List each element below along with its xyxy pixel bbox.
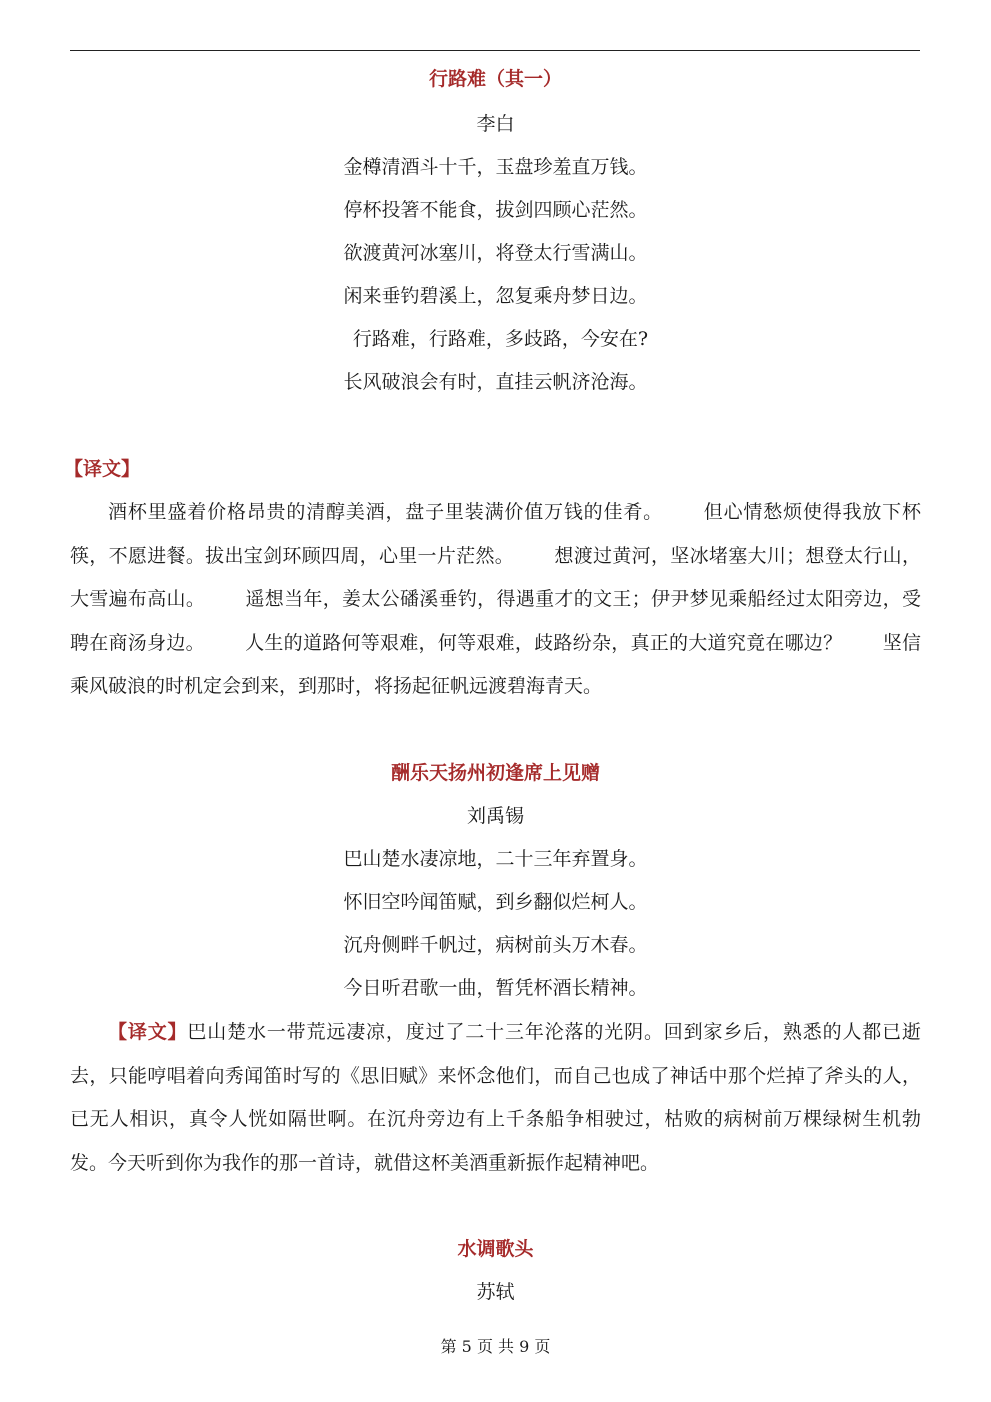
translation-segment: 酒杯里盛着价格昂贵的清醇美酒，盘子里装满价值万钱的佳肴。 — [108, 501, 663, 523]
poem1-line: 长风破浪会有时，直挂云帆济沧海。 — [343, 371, 648, 393]
poem1-line: 欲渡黄河冰塞川，将登太行雪满山。 — [343, 242, 648, 264]
poem2-translation — [70, 1011, 921, 1185]
poem2-line: 怀旧空吟闻笛赋，到乡翻似烂柯人。 — [343, 891, 648, 913]
translation-segment: 人生的道路何等艰难，何等艰难，歧路纷杂，真正的大道究竟在哪边？ — [244, 631, 843, 654]
poem2-translation-label: 【译文】 — [108, 1021, 188, 1043]
poem1-title: 行路难（其一） — [428, 68, 562, 90]
poem2-line: 沉舟侧畔千帆过，病树前头万木春。 — [343, 934, 648, 956]
poem1-line: 行路难，行路难，多歧路，今安在? — [352, 328, 649, 350]
poem1-line: 金樽清酒斗十千，玉盘珍羞直万钱。 — [343, 156, 648, 178]
translation-segment: 遥想当年，姜太公磻溪垂钓，得遇重才的文王；伊尹梦见乘船经过太阳旁边，受聘在商汤身边。 — [70, 588, 921, 654]
poem1-line: 停杯投箸不能食，拔剑四顾心茫然。 — [343, 199, 648, 221]
poem2-translation-text: 巴山楚水一带荒远凄凉，度过了二十三年沦落的光阴。回到家乡后，熟悉的人都已逝去，只能哼唱着向秀闻笛时写的《思旧赋》来怀念他们，而自己也成了神话中那个烂掉了斧头的人，已无人相识，真令人恍如隔世啊。在沉舟旁边有上千条船争相驶过，枯败的病树前万棵绿树生机勃发。今天听到你为我作的那一首诗，就借这杯美酒重新振作起精神吧。 — [70, 1021, 921, 1174]
translation-segment: 想渡过黄河，坚冰堵塞大川；想登太行山，大雪遍布高山。 — [70, 544, 921, 610]
poem2-title: 酬乐天扬州初逢席上见赠 — [390, 762, 600, 784]
poem3-author: 苏轼 — [476, 1281, 515, 1303]
poem1-translation — [70, 491, 921, 709]
top-rule — [70, 50, 920, 51]
poem3-title: 水调歌头 — [457, 1238, 534, 1260]
translation-segment: 但心情愁烦使得我放下杯筷，不愿进餐。拔出宝剑环顾四周，心里一片茫然。 — [70, 501, 921, 567]
poem1-author: 李白 — [476, 113, 515, 135]
translation-segment: 坚信乘风破浪的时机定会到来，到那时，将扬起征帆远渡碧海青天。 — [70, 631, 921, 697]
page-footer: 第 5 页 共 9 页 — [440, 1337, 551, 1356]
poem1-translation-label: 【译文】 — [64, 458, 141, 480]
poem2-author: 刘禹锡 — [466, 805, 524, 827]
poem1-line: 闲来垂钓碧溪上，忽复乘舟梦日边。 — [343, 285, 648, 307]
poem2-line: 今日听君歌一曲，暂凭杯酒长精神。 — [343, 977, 648, 999]
poem2-line: 巴山楚水凄凉地，二十三年弃置身。 — [343, 848, 648, 870]
